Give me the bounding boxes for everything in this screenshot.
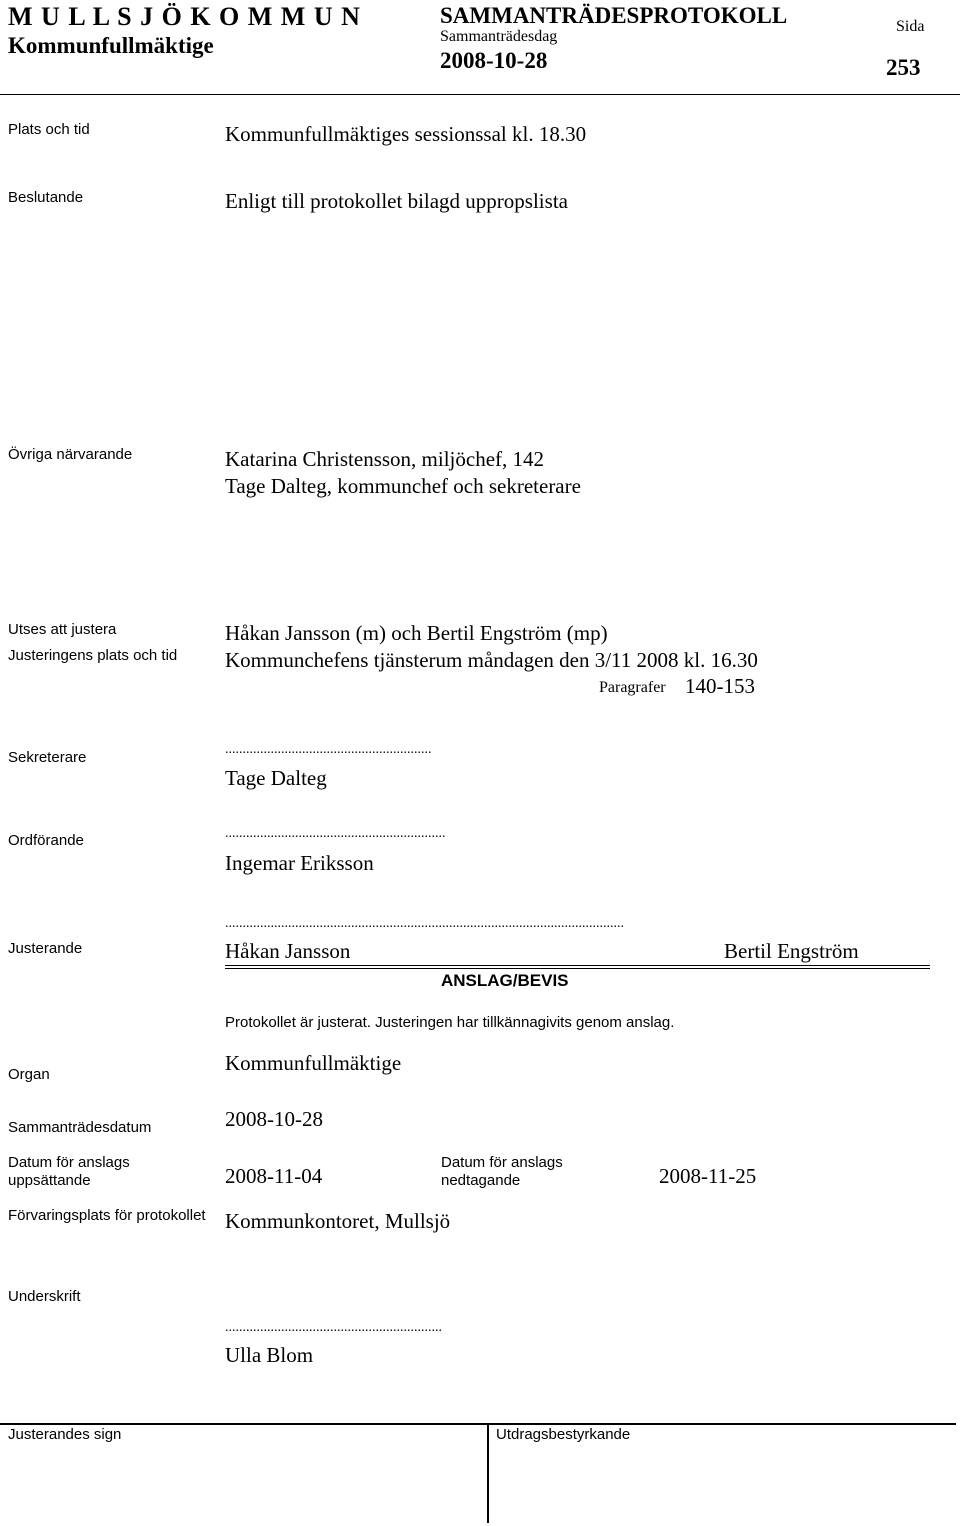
signature-name: Ulla Blom <box>225 1343 314 1367</box>
notice-divider-top <box>225 965 930 966</box>
meeting-date: 2008-10-28 <box>440 48 548 73</box>
secretary-signature-line: ........................................................... <box>225 742 432 757</box>
adjusters-signature-line: .................................................................................................................. <box>225 916 624 931</box>
paragraphs-label: Paragrafer <box>599 679 666 696</box>
secretary-name: Tage Dalteg <box>225 766 327 790</box>
adjuster-1-name: Håkan Jansson <box>225 939 351 963</box>
posted-date-label-line-2: uppsättande <box>8 1172 91 1189</box>
adjusters-sign-label: Justerandes sign <box>8 1426 122 1443</box>
removed-date-label-line-2: nedtagande <box>441 1172 521 1189</box>
notice-title: ANSLAG/BEVIS <box>441 971 569 990</box>
removed-date-value: 2008-11-25 <box>659 1164 757 1188</box>
footer-top-border <box>0 1423 956 1425</box>
committee-name: Kommunfullmäktige <box>8 33 214 58</box>
removed-date-label-line-1: Datum för anslags <box>441 1154 563 1171</box>
posted-date-value: 2008-11-04 <box>225 1164 323 1188</box>
organ-value: Kommunfullmäktige <box>225 1051 402 1075</box>
posted-date-label-line-1: Datum för anslags <box>8 1154 130 1171</box>
page-number: 253 <box>886 55 921 80</box>
place-value: Kommunfullmäktiges sessionssal kl. 18.30 <box>225 122 587 146</box>
municipality-name: M U L L S J Ö K O M M U N <box>8 2 361 31</box>
adjust-value: Håkan Jansson (m) och Bertil Engström (mp) <box>225 621 608 645</box>
chair-label: Ordförande <box>8 832 84 849</box>
secretary-label: Sekreterare <box>8 749 87 766</box>
deciding-value: Enligt till protokollet bilagd uppropslista <box>225 189 568 213</box>
adjust-place-value: Kommunchefens tjänsterum måndagen den 3/11 2008 kl. 16.30 <box>225 648 758 672</box>
header-divider <box>0 94 960 95</box>
certified-label: Utdragsbestyrkande <box>496 1426 631 1443</box>
footer-column-divider <box>487 1423 489 1523</box>
notice-statement: Protokollet är justerat. Justeringen har tillkännagivits genom anslag. <box>225 1014 675 1031</box>
page-label: Sida <box>896 18 925 35</box>
deciding-label: Beslutande <box>8 189 84 206</box>
others-line-2: Tage Dalteg, kommunchef och sekreterare <box>225 474 581 498</box>
storage-label: Förvaringsplats för protokollet <box>8 1207 206 1224</box>
notice-meeting-date-value: 2008-10-28 <box>225 1107 323 1131</box>
signature-label: Underskrift <box>8 1288 81 1305</box>
others-label: Övriga närvarande <box>8 446 133 463</box>
signature-line: .............................................................. <box>225 1320 442 1335</box>
others-line-1: Katarina Christensson, miljöchef, 142 <box>225 447 545 471</box>
place-label: Plats och tid <box>8 121 90 138</box>
storage-value: Kommunkontoret, Mullsjö <box>225 1209 451 1233</box>
adjusters-label: Justerande <box>8 940 83 957</box>
chair-name: Ingemar Eriksson <box>225 851 374 875</box>
document-type: SAMMANTRÄDESPROTOKOLL <box>440 3 788 28</box>
paragraphs-value: 140-153 <box>685 674 755 698</box>
notice-meeting-date-label: Sammanträdesdatum <box>8 1119 152 1136</box>
adjust-place-label: Justeringens plats och tid <box>8 647 178 664</box>
organ-label: Organ <box>8 1066 50 1083</box>
chair-signature-line: ............................................................... <box>225 826 446 841</box>
meeting-date-label: Sammanträdesdag <box>440 28 558 45</box>
adjust-label: Utses att justera <box>8 621 117 638</box>
adjuster-2-name: Bertil Engström <box>724 939 859 963</box>
notice-divider-bottom <box>225 968 930 969</box>
